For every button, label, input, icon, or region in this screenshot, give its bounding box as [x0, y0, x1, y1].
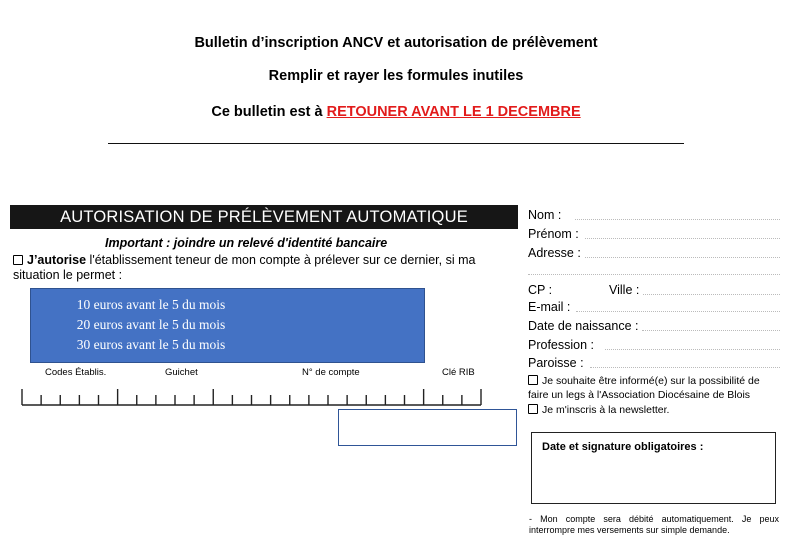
- nom-line[interactable]: [575, 219, 780, 220]
- debit-banner: AUTORISATION DE PRÉLÈVEMENT AUTOMATIQUE: [10, 205, 518, 229]
- adresse-line-2[interactable]: [528, 274, 780, 275]
- return-deadline: RETOUNER AVANT LE 1 DECEMBRE: [326, 104, 581, 120]
- adresse-label: Adresse :: [528, 246, 581, 260]
- newsletter-option-label: Je m'inscris à la newsletter.: [542, 404, 670, 416]
- amount-option-10[interactable]: 10 euros avant le 5 du mois: [76, 297, 226, 312]
- form-subtitle: Remplir et rayer les formules inutiles: [268, 68, 524, 84]
- newsletter-option: [528, 404, 669, 416]
- legs-checkbox[interactable]: [528, 375, 538, 385]
- paroisse-label: Paroisse :: [528, 356, 584, 370]
- legs-option: [528, 374, 780, 402]
- bank-digit-boxes[interactable]: [20, 387, 483, 407]
- column-account: N° de compte: [302, 367, 360, 378]
- authorize-body: l'établissement teneur de mon compte à prélever sur ce dernier, si ma situation le permet :: [13, 253, 476, 282]
- return-prefix: Ce bulletin est à: [211, 104, 327, 120]
- authorization-text: [13, 253, 518, 283]
- amount-options-box: [30, 288, 425, 363]
- email-line[interactable]: [576, 311, 780, 312]
- outlined-box: [338, 409, 517, 446]
- ville-label: Ville :: [609, 283, 640, 297]
- cp-label: CP :: [528, 283, 553, 297]
- column-rib-key: Clé RIB: [442, 367, 475, 378]
- paroisse-line[interactable]: [590, 367, 780, 368]
- prenom-label: Prénom :: [528, 227, 579, 241]
- legs-option-label: Je souhaite être informé(e) sur la possibilité de faire un legs à l'Association Diocésaine de Blois: [528, 375, 760, 401]
- separator-line: [108, 143, 684, 144]
- column-codes: Codes Établis.: [45, 367, 107, 378]
- return-notice: [0, 104, 792, 120]
- naissance-line[interactable]: [642, 330, 780, 331]
- ville-line[interactable]: [643, 294, 780, 295]
- important-note: Important : joindre un relevé d'identité bancaire: [105, 236, 388, 250]
- authorize-bold: J’autorise: [27, 253, 87, 267]
- newsletter-checkbox[interactable]: [528, 404, 538, 414]
- email-label: E-mail :: [528, 300, 571, 314]
- nom-label: Nom :: [528, 208, 562, 222]
- prenom-line[interactable]: [585, 238, 780, 239]
- debit-footnote: - Mon compte sera débité automatiquement. Je peux interrompre mes versements sur simple demande.: [529, 514, 779, 535]
- profession-line[interactable]: [605, 349, 780, 350]
- amount-option-30[interactable]: 30 euros avant le 5 du mois: [76, 337, 226, 352]
- authorize-checkbox[interactable]: [13, 255, 23, 265]
- signature-label: Date et signature obligatoires :: [542, 441, 704, 453]
- form-title: Bulletin d’inscription ANCV et autorisation de prélèvement: [194, 35, 598, 51]
- profession-label: Profession :: [528, 338, 595, 352]
- column-guichet: Guichet: [165, 367, 198, 378]
- naissance-label: Date de naissance :: [528, 319, 639, 333]
- amount-option-20[interactable]: 20 euros avant le 5 du mois: [76, 317, 226, 332]
- adresse-line[interactable]: [585, 257, 780, 258]
